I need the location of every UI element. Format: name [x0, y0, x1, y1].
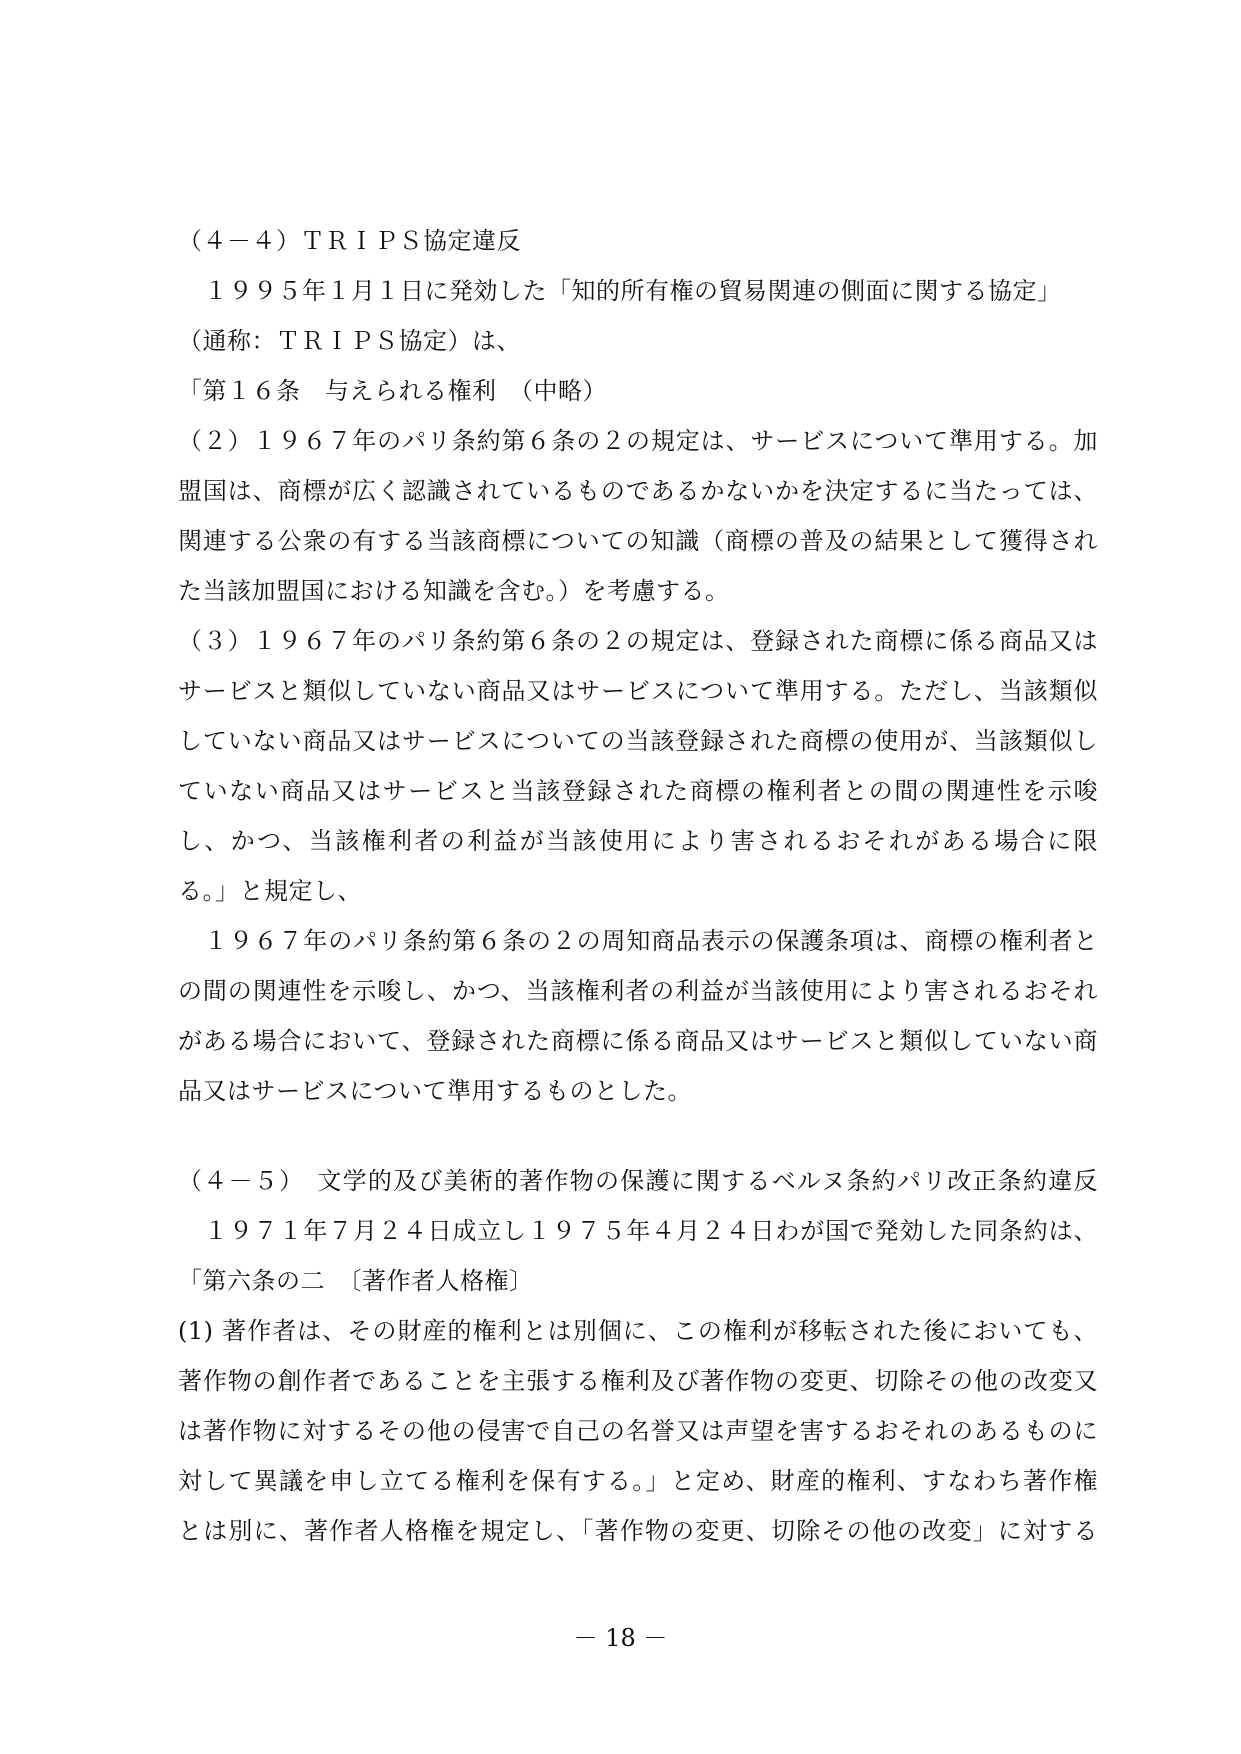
paragraph-line: １９６７年のパリ条約第６条の２の周知商品表示の保護条項は、商標の権利者と: [204, 927, 1098, 955]
quote-line: (1) 著作者は、その財産的権利とは別個に、この権利が移転された後においても、: [178, 1317, 1098, 1345]
paragraph-line: （通称：ＴＲＩＰＳ協定）は、: [178, 327, 521, 355]
quote-line: ていない商品又はサービスと当該登録された商標の権利者との間の関連性を示唆: [178, 777, 1098, 805]
paragraph-line: とは別に、著作者人格権を規定し、「著作物の変更、切除その他の改変」に対する: [178, 1517, 1098, 1545]
quote-line: 関連する公衆の有する当該商標についての知識（商標の普及の結果として獲得され: [178, 527, 1098, 555]
quote-line: は著作物に対するその他の侵害で自己の名誉又は声望を害するおそれのあるものに: [178, 1417, 1098, 1445]
paragraph-line: がある場合において、登録された商標に係る商品又はサービスと類似していない商: [178, 1027, 1098, 1055]
page-number: － 18 －: [573, 1624, 668, 1652]
quote-line: サービスと類似していない商品又はサービスについて準用する。ただし、当該類似: [178, 677, 1098, 705]
quote-line: （２）１９６７年のパリ条約第６条の２の規定は、サービスについて準用する。加: [178, 427, 1098, 455]
quote-line: していない商品又はサービスについての当該登録された商標の使用が、当該類似し: [178, 727, 1098, 755]
paragraph-line: 品又はサービスについて準用するものとした。: [178, 1077, 693, 1105]
quote-line: る。」と規定し、: [178, 877, 362, 905]
section-heading-4-4: （４－４）ＴＲＩＰＳ協定違反: [178, 227, 521, 255]
paragraph-line: １９７１年７月２４日成立し１９７５年４月２４日わが国で発効した同条約は、: [204, 1217, 1098, 1245]
quote-line: 盟国は、商標が広く認識されているものであるかないかを決定するに当たっては、: [178, 477, 1098, 505]
paragraph-line: の間の関連性を示唆し、かつ、当該権利者の利益が当該使用により害されるおそれ: [178, 977, 1098, 1005]
quote-line: 「第１６条 与えられる権利 （中略）: [178, 377, 607, 405]
paragraph-line: １９９５年１月１日に発効した「知的所有権の貿易関連の側面に関する協定」: [204, 277, 1062, 305]
section-heading-4-5: （４－５） 文学的及び美術的著作物の保護に関するベルヌ条約パリ改正条約違反: [178, 1167, 1098, 1195]
quote-line: 「第六条の二 〔著作者人格権〕: [178, 1267, 534, 1295]
quote-line: し、かつ、当該権利者の利益が当該使用により害されるおそれがある場合に限: [178, 827, 1098, 855]
quote-line: （３）１９６７年のパリ条約第６条の２の規定は、登録された商標に係る商品又は: [178, 627, 1098, 655]
quote-line: た当該加盟国における知識を含む。）を考慮する。: [178, 577, 730, 605]
paragraph-line: 対して異議を申し立てる権利を保有する。」と定め、財産的権利、すなわち著作権: [178, 1467, 1098, 1495]
quote-line: 著作物の創作者であることを主張する権利及び著作物の変更、切除その他の改変又: [178, 1367, 1098, 1395]
